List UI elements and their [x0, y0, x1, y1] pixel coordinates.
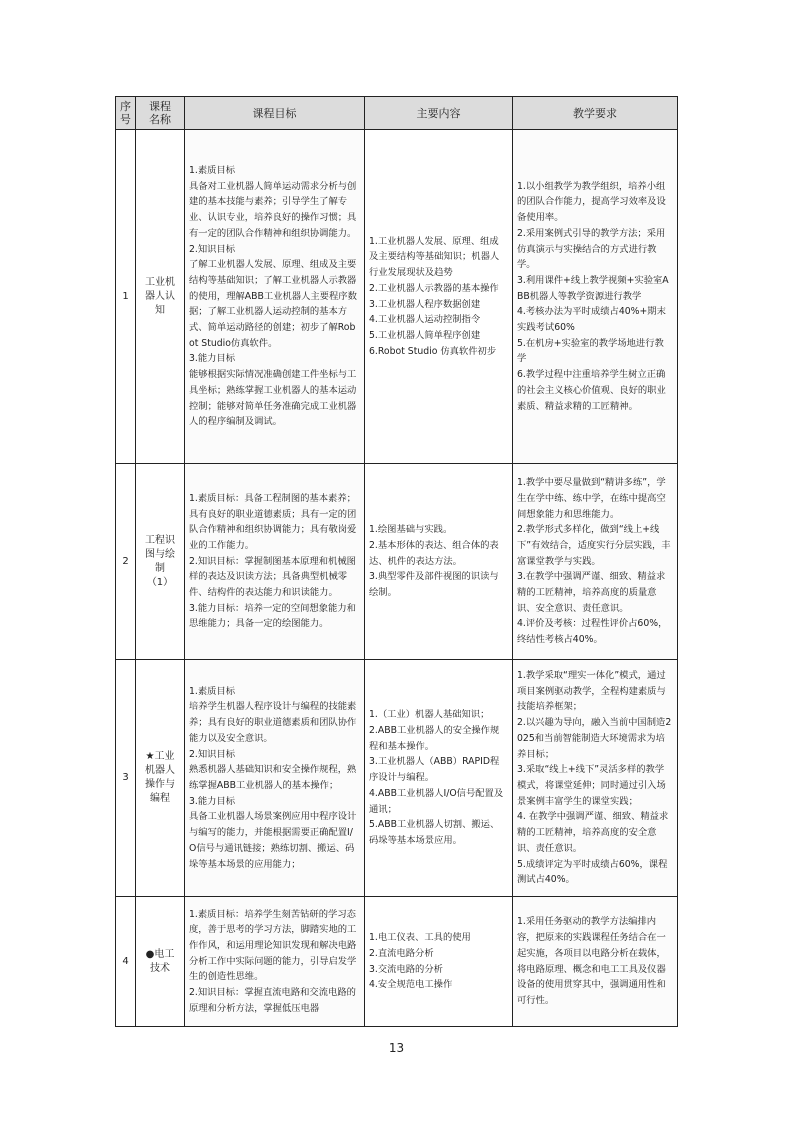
requirement-line: 1.教学中要尽量做到“精讲多练”，学生在学中练、练中学，在练中提高空间想象能力和思维能力。: [517, 477, 666, 520]
course-name: ★工业机器人操作与编程: [136, 660, 185, 897]
header-course-aims: 课程目标: [185, 97, 365, 130]
content-line: 3.工业机器人程序数据创建: [369, 298, 481, 310]
content-line: 2.直流电路分析: [369, 947, 434, 959]
content-line: 4.工业机器人运动控制指令: [369, 314, 481, 326]
aims-line: 3.能力目标: [189, 795, 236, 807]
course-aims-cell: [185, 660, 365, 897]
course-name: ●电工技术: [136, 897, 185, 1027]
header-no: 序号: [116, 97, 136, 130]
requirement-line: 3.采取“线上+线下”灵活多样的教学模式，将课堂延伸；同时通过引入场景案例丰富学生的课堂实践；: [517, 764, 666, 807]
content-line: 1.工业机器人发展、原理、组成及主要结构等基础知识；机器人行业发展现状及趋势: [369, 235, 500, 279]
content-line: 4.安全规范电工操作: [369, 979, 453, 991]
requirement-line: 1.教学采取“理实一体化”模式，通过项目案例驱动教学，全程构建素质与技能培养框架；: [517, 670, 666, 713]
aims-line: 培养学生机器人程序设计与编程的技能素养；具有良好的职业道德素质和团队协作能力以及安全意识。: [189, 701, 357, 744]
aims-line: 3.能力目标：培养一定的空间想象能力和思维能力；具备一定的绘图能力。: [189, 602, 356, 630]
main-content-cell: [365, 464, 513, 660]
teaching-requirements-cell: [513, 897, 678, 1027]
content-line: 6.Robot Studio 仿真软件初步: [369, 345, 497, 357]
content-line: 1.（工业）机器人基础知识；: [369, 709, 490, 721]
aims-line: 了解工业机器人发展、原理、组成及主要结构等基础知识；了解工业机器人示教器的使用，理解ABB工业机器人主要程序数据；了解工业机器人运动控制的基本方式、简单运动路径的创建；初步了解Robot Studio仿真软件。: [189, 259, 357, 349]
course-aims-cell: [185, 897, 365, 1027]
requirement-line: 4.考核办法为平时成绩占40%+期末实践考试60%: [517, 306, 666, 334]
content-line: 1.电工仪表、工具的使用: [369, 932, 471, 944]
requirement-line: 6.教学过程中注重培养学生树立正确的社会主义核心价值观、良好的职业素质、精益求精的工匠精神。: [517, 369, 666, 412]
table-row: [116, 464, 678, 660]
requirement-line: 1.以小组教学为教学组织，培养小组的团队合作能力，提高学习效率及设备使用率。: [517, 180, 666, 224]
content-line: 3.典型零件及部件视图的识读与绘制。: [369, 571, 499, 599]
requirement-line: 1.采用任务驱动的教学方法编排内容，把原来的实践课程任务结合在一起实施，各项目以电路分析在载体，将电路原理、概念和电工工具及仪器设备的使用贯穿其中，强调通用性和可行性。: [517, 916, 666, 1006]
course-name: 工业机器人认知: [136, 130, 185, 464]
content-line: 2.基本形体的表达、组合体的表达、机件的表达方法。: [369, 539, 499, 567]
curriculum-table: [115, 96, 678, 1027]
requirement-line: 5.成绩评定为平时成绩占60%，课程测试占40%。: [517, 858, 668, 886]
aims-line: 1.素质目标: [189, 685, 236, 697]
row-number: 4: [116, 897, 136, 1027]
table-header-row: [116, 97, 678, 130]
aims-line: 1.素质目标: [189, 165, 236, 177]
content-line: 5.ABB工业机器人切割、搬运、码垛等基本场景应用。: [369, 819, 500, 846]
requirement-line: 2.教学形式多样化，做到“线上+线下”有效结合，适度实行分层实践，丰富课堂教学与实践。: [517, 524, 671, 567]
teaching-requirements-cell: [513, 660, 678, 897]
header-teaching-requirements: 教学要求: [513, 97, 678, 130]
aims-line: 3.能力目标: [189, 353, 236, 365]
requirement-line: 4.评价及考核：过程性评价占60%，终结性考核占40%。: [517, 618, 668, 646]
requirement-line: 3.利用课件+线上教学视频+实验室ABB机器人等教学资源进行教学: [517, 274, 669, 302]
requirement-line: 2.以兴趣为导向，融入当前中国制造2025和当前智能制造大环境需求为培养目标；: [517, 717, 672, 760]
content-line: 2.ABB工业机器人的安全操作规程和基本操作。: [369, 725, 500, 752]
content-line: 1.绘图基础与实践。: [369, 524, 453, 536]
course-aims-cell: [185, 130, 365, 464]
requirement-line: 5.在机房+实验室的教学场地进行教学: [517, 337, 664, 365]
row-number: 2: [116, 464, 136, 660]
main-content-cell: [365, 660, 513, 897]
content-line: 5.工业机器人简单程序创建: [369, 329, 481, 341]
aims-line: 2.知识目标：掌握直流电路和交流电路的原理和分析方法，掌握低压电器: [189, 987, 356, 1014]
header-course-name: 课程名称: [136, 97, 185, 130]
table-row: [116, 130, 678, 464]
table-row: [116, 660, 678, 897]
teaching-requirements-cell: [513, 130, 678, 464]
aims-line: 1.素质目标：具备工程制图的基本素养；具有良好的职业道德素质；具有一定的团队合作精神和组织协调能力；具有敬岗爱业的工作能力。: [189, 492, 357, 551]
aims-line: 1.素质目标：培养学生刻苦钻研的学习态度，善于思考的学习方法，脚踏实地的工作作风，和运用理论知识发现和解决电路分析工作中实际问题的能力，引导启发学生的创造性思维。: [189, 908, 357, 983]
aims-line: 2.知识目标: [189, 748, 236, 760]
content-line: 4.ABB工业机器人I/O信号配置及通讯；: [369, 787, 504, 815]
content-line: 3.工业机器人（ABB）RAPID程序设计与编程。: [369, 756, 500, 784]
table-row: [116, 897, 678, 1027]
aims-line: 2.知识目标: [189, 243, 236, 255]
requirement-line: 4. 在教学中强调严谨、细致、精益求精的工匠精神，培养高度的安全意识、责任意识。: [517, 811, 669, 854]
page-number: 13: [388, 1041, 405, 1055]
aims-line: 具备工业机器人场景案例应用中程序设计与编写的能力，并能根据需要正确配置I/O信号与通讯链接；熟练切割、搬运、码垛等基本场景的应用能力；: [189, 811, 357, 870]
main-content-cell: [365, 897, 513, 1027]
content-line: 3.交流电路的分析: [369, 963, 443, 975]
main-content-cell: [365, 130, 513, 464]
header-main-content: 主要内容: [365, 97, 513, 130]
requirement-line: 2.采用案例式引导的教学方法；采用仿真演示与实操结合的方式进行教学。: [517, 227, 666, 271]
aims-line: 具备对工业机器人简单运动需求分析与创建的基本技能与素养；引导学生了解专业、认识专业，培养良好的操作习惯；具有一定的团队合作精神和组织协调能力。: [189, 180, 357, 239]
teaching-requirements-cell: [513, 464, 678, 660]
requirement-line: 3.在教学中强调严谨、细致、精益求精的工匠精神，培养高度的质量意识、安全意识、责任意识。: [517, 571, 666, 614]
row-number: 1: [116, 130, 136, 464]
aims-line: 能够根据实际情况准确创建工件坐标与工具坐标；熟练掌握工业机器人的基本运动控制；能够对简单任务准确完成工业机器人的程序编制及调试。: [189, 369, 357, 428]
course-name: 工程识图与绘制（1）: [136, 464, 185, 660]
aims-line: 熟悉机器人基础知识和安全操作规程，熟练掌握ABB工业机器人的基本操作；: [189, 764, 357, 791]
course-aims-cell: [185, 464, 365, 660]
aims-line: 2.知识目标：掌握制图基本原理和机械图样的表达及识读方法；具备典型机械零件、结构件的表达能力和识读能力。: [189, 555, 356, 599]
row-number: 3: [116, 660, 136, 897]
content-line: 2.工业机器人示教器的基本操作: [369, 282, 499, 294]
